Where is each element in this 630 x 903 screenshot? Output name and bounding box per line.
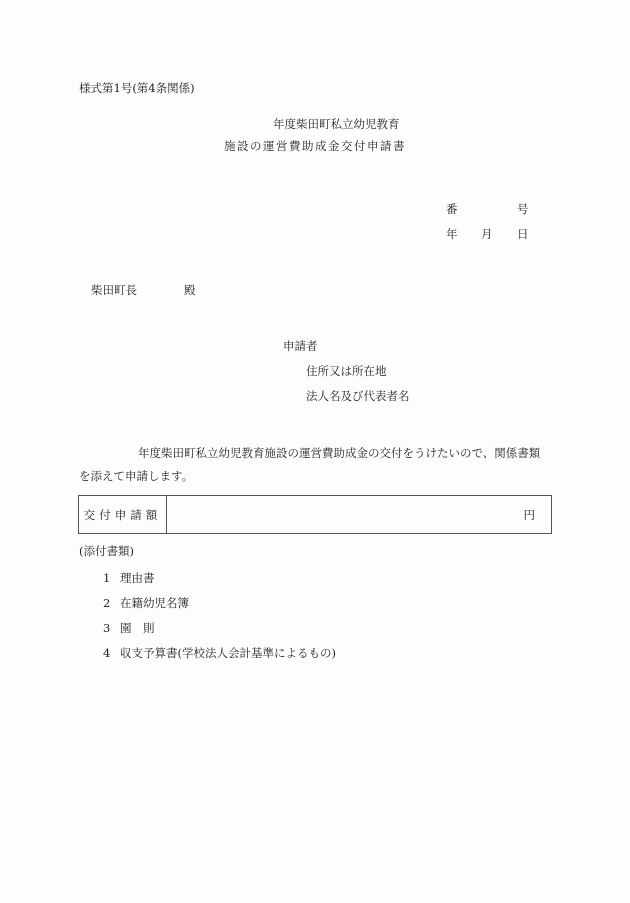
attachment-item: 理由書 (120, 571, 155, 585)
attachment-num: 3 (103, 621, 111, 635)
attachment-item: 収支予算書(学校法人会計基準によるもの) (120, 646, 336, 660)
addressee-honorific: 殿 (184, 283, 196, 297)
title-line-1: 年度柴田町私立幼児教育 (273, 117, 400, 131)
attachments-heading: (添付書類) (79, 544, 134, 558)
date-day-label: 日 (517, 227, 529, 241)
amount-field[interactable] (167, 496, 551, 533)
addressee-name: 柴田町長 (91, 283, 137, 297)
body-text-line-2: を添えて申請します。 (79, 469, 194, 483)
body-text-line-1: 年度柴田町私立幼児教育施設の運営費助成金の交付をうけたいので、関係書類 (138, 446, 541, 460)
attachment-num: 4 (103, 646, 111, 660)
attachment-num: 2 (103, 596, 111, 610)
attachment-item: 園 則 (120, 621, 155, 635)
applicant-name-label: 法人名及び代表者名 (306, 389, 410, 403)
reference-number-label: 番 (446, 202, 458, 216)
title-line-2: 施設の運営費助成金交付申請書 (224, 139, 406, 153)
amount-label: 交付申請額 (79, 496, 167, 533)
applicant-heading: 申請者 (283, 339, 318, 353)
date-month-label: 月 (481, 227, 493, 241)
amount-unit: 円 (523, 507, 535, 522)
form-number: 様式第1号(第4条関係) (79, 81, 195, 95)
reference-number-suffix: 号 (517, 202, 529, 216)
attachment-num: 1 (103, 571, 111, 585)
attachment-item: 在籍幼児名簿 (120, 596, 189, 610)
applicant-address-label: 住所又は所在地 (306, 364, 387, 378)
date-year-label: 年 (446, 227, 458, 241)
amount-table (78, 495, 552, 534)
